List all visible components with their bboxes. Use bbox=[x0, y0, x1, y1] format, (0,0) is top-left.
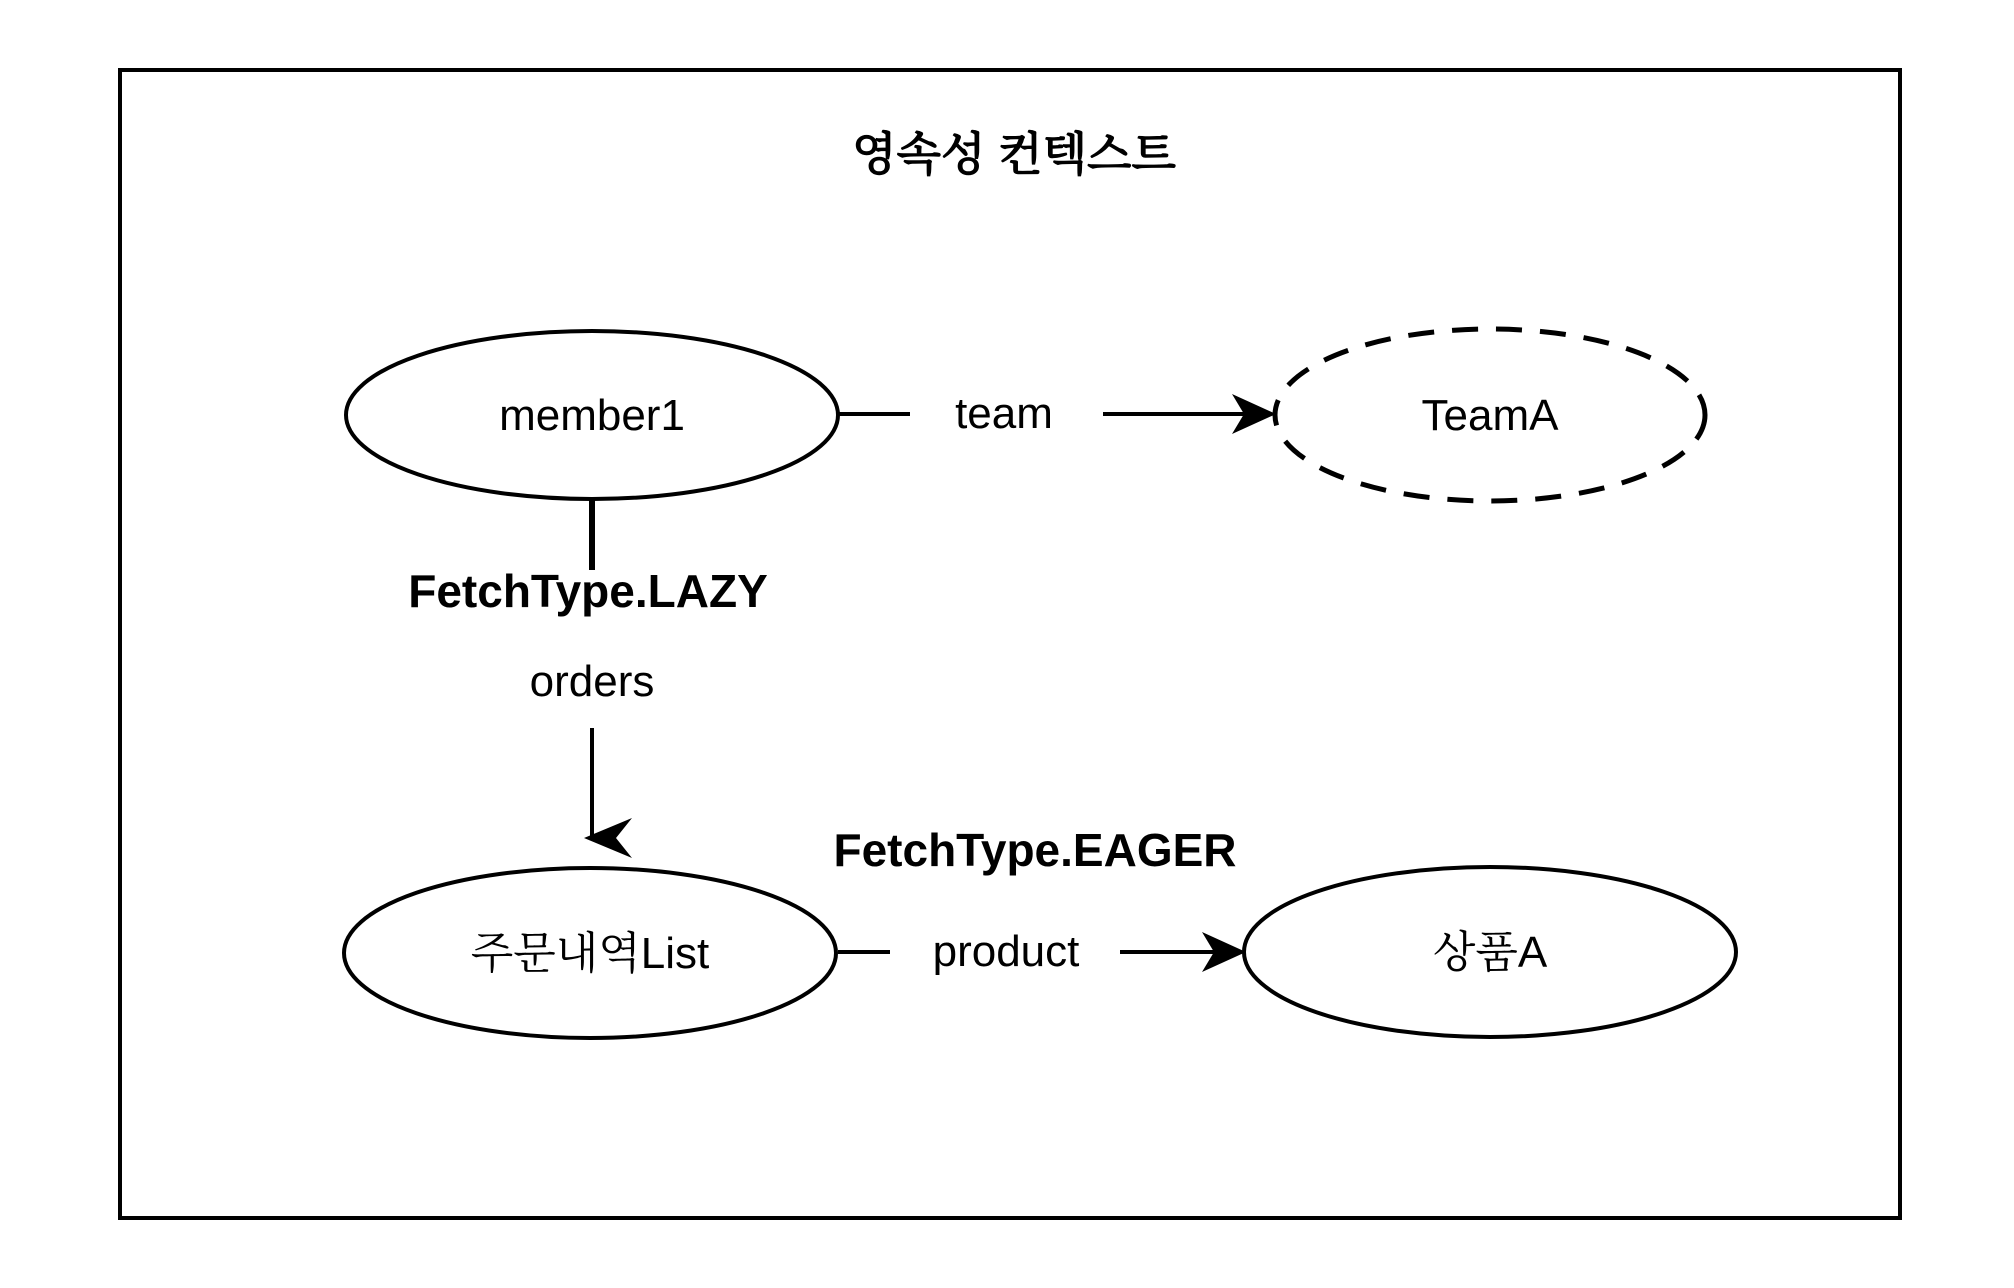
edge-member-team-label: team bbox=[955, 389, 1053, 438]
persistence-context-frame bbox=[120, 70, 1900, 1218]
node-teamA-label: TeamA bbox=[1421, 391, 1559, 440]
annotation-fetchtype-lazy: FetchType.LAZY bbox=[408, 565, 768, 617]
node-order-list-label: 주문내역List bbox=[470, 929, 710, 978]
annotation-fetchtype-eager: FetchType.EAGER bbox=[833, 824, 1237, 876]
context-title: 영속성 컨텍스트 bbox=[852, 128, 1176, 180]
edge-member-orders-label: orders bbox=[529, 657, 655, 706]
node-member1-label: member1 bbox=[499, 391, 685, 440]
node-product-a-label: 상품A bbox=[1432, 928, 1548, 977]
edge-order-product-label: product bbox=[932, 927, 1080, 976]
